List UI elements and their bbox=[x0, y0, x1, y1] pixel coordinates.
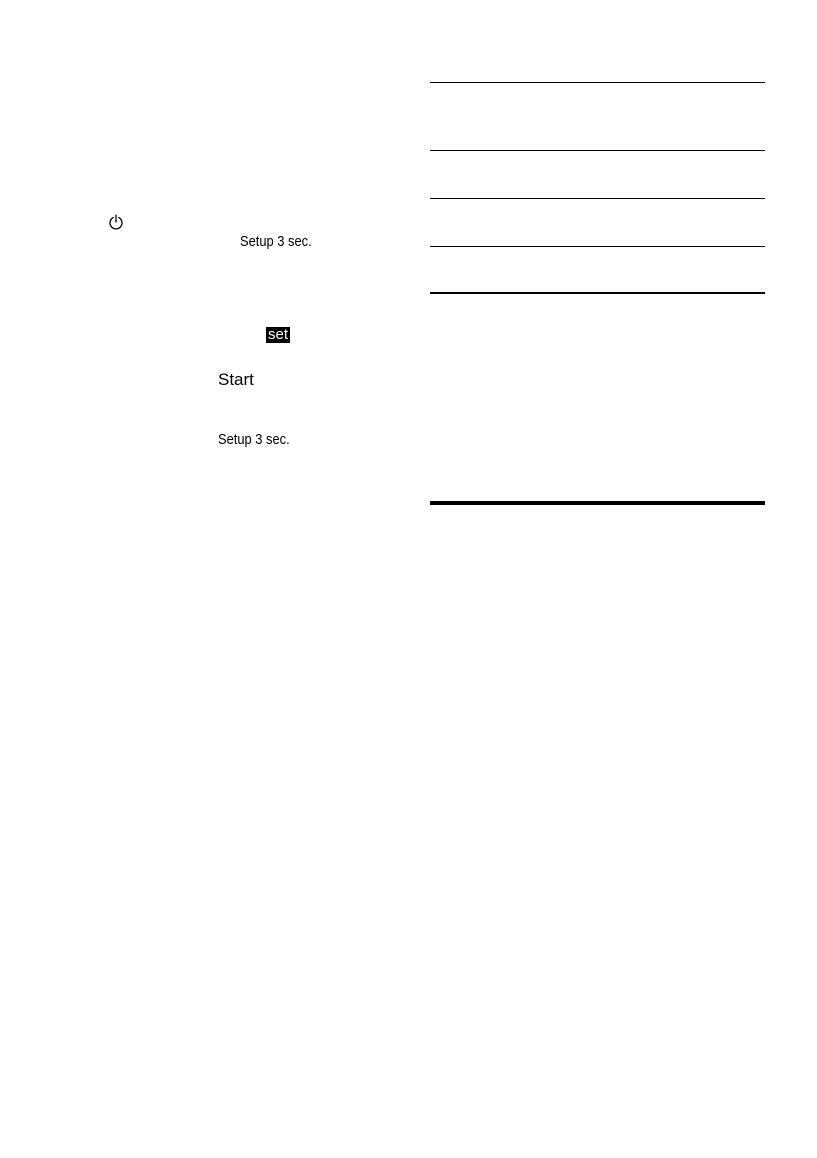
start-label: Start bbox=[218, 370, 254, 389]
setup-3-sec-label-2: Setup 3 sec. bbox=[218, 431, 290, 448]
table-rule-1 bbox=[430, 82, 765, 83]
power-icon bbox=[108, 214, 124, 235]
setup-3-sec-label: Setup 3 sec. bbox=[240, 233, 312, 250]
table-rule-2 bbox=[430, 150, 765, 151]
table-bottom-rule bbox=[430, 292, 765, 294]
table-rule-3 bbox=[430, 198, 765, 199]
set-indicator: set bbox=[268, 326, 289, 343]
table-rule-4 bbox=[430, 246, 765, 247]
section-rule-thick bbox=[430, 501, 765, 505]
